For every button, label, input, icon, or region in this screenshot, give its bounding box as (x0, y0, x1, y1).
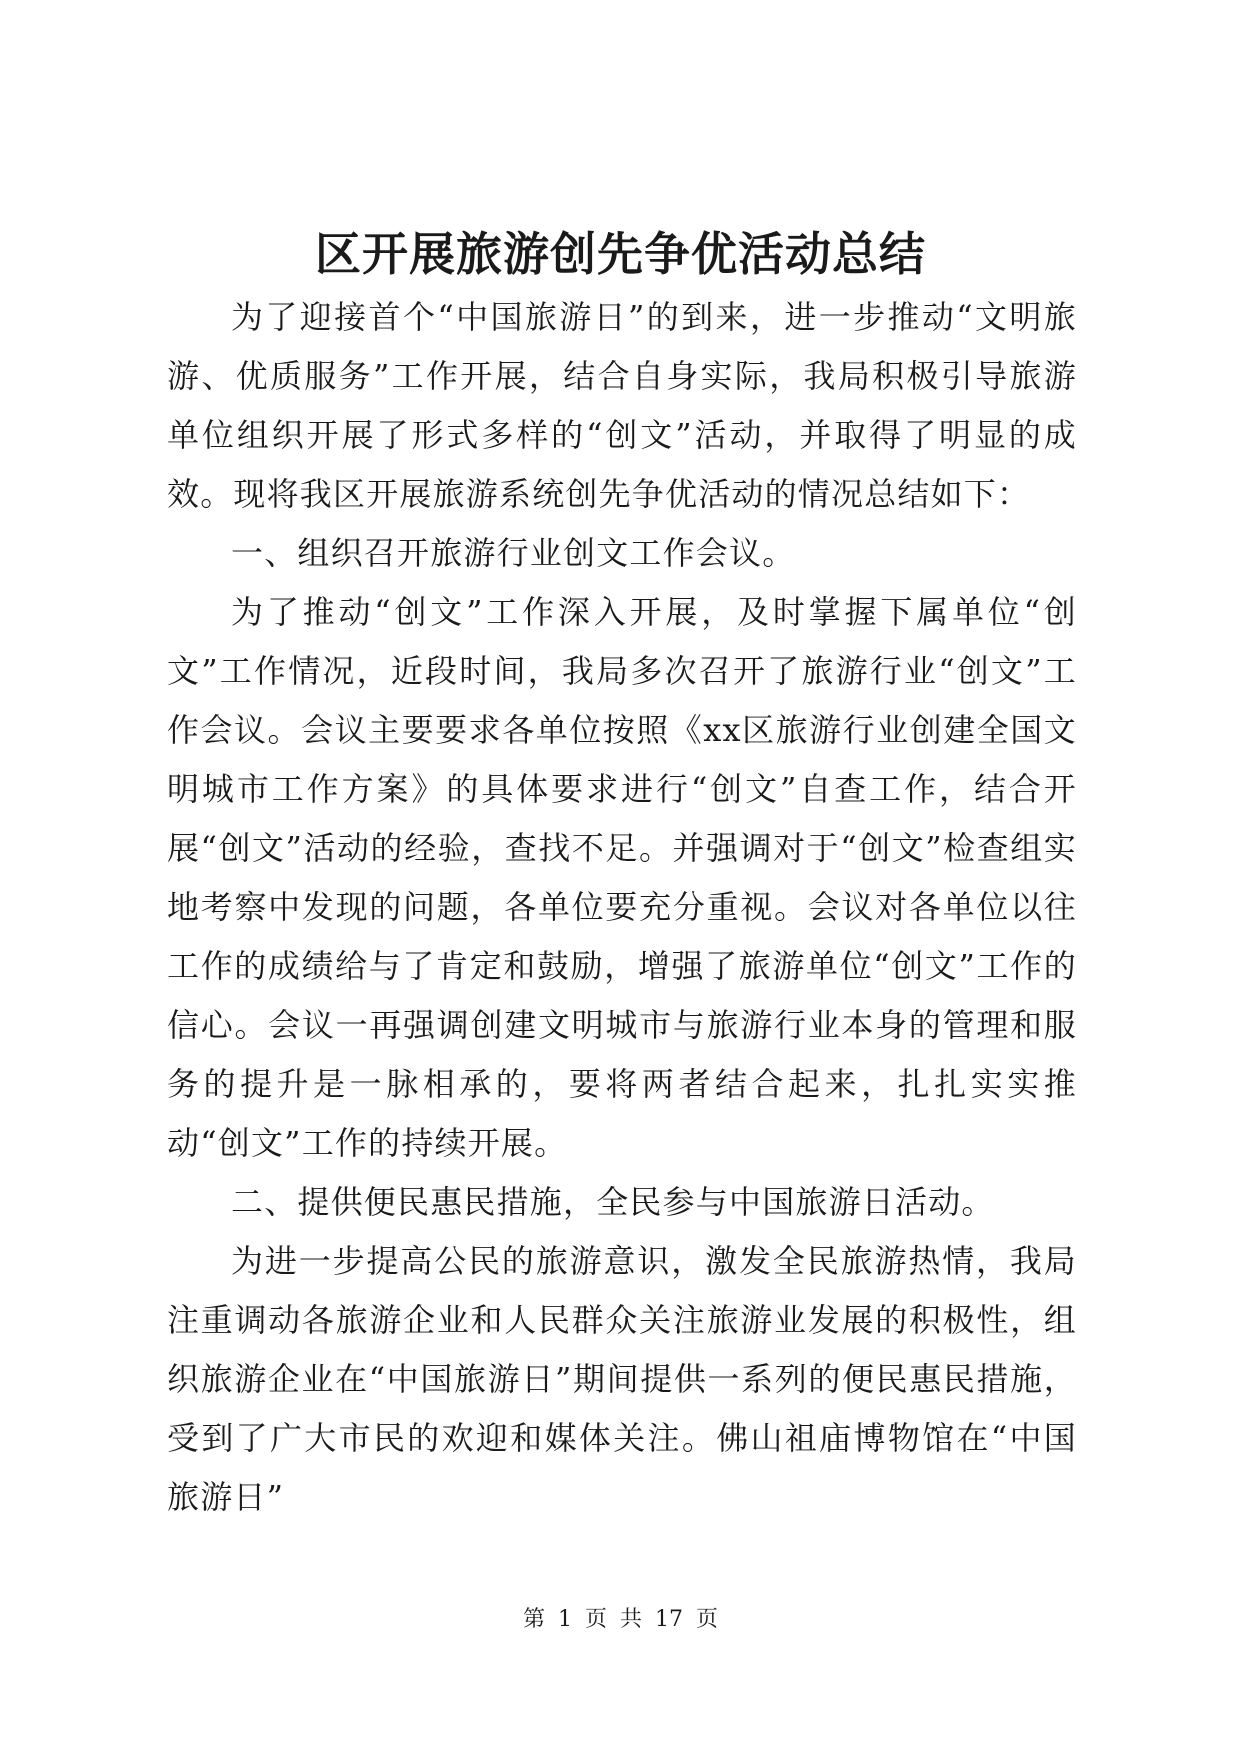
paragraph-intro: 为了迎接首个“中国旅游日”的到来，进一步推动“文明旅游、优质服务”工作开展，结合自身实际，我局积极引导旅游单位组织开展了形式多样的“创文”活动，并取得了明显的成效。现将我区开展旅游系统创先争优活动的情况总结如下： (167, 298, 1077, 513)
section-heading-2: 二、提供便民惠民措施，全民参与中国旅游日活动。 (231, 1183, 995, 1221)
paragraph-section-1: 为了推动“创文”工作深入开展，及时掌握下属单位“创文”工作情况，近段时间，我局多次召开了旅游行业“创文”工作会议。会议主要要求各单位按照《xx区旅游行业创建全国文明城市工作方案》的具体要求进行“创文”自查工作，结合开展“创文”活动的经验，查找不足。并强调对于“创文”检查组实地考察中发现的问题，各单位要充分重视。会议对各单位以往工作的成绩给与了肯定和鼓励，增强了旅游单位“创文”工作的信心。会议一再强调创建文明城市与旅游行业本身的管理和服务的提升是一脉相承的，要将两者结合起来，扎扎实实推动“创文”工作的持续开展。 (167, 593, 1077, 1162)
document-title: 区开展旅游创先争优活动总结 (315, 227, 926, 281)
page-number-footer: 第 1 页 共 17 页 (523, 1607, 718, 1632)
paragraph-section-2: 为进一步提高公民的旅游意识，激发全民旅游热情，我局注重调动各旅游企业和人民群众关注旅游业发展的积极性，组织旅游企业在“中国旅游日”期间提供一系列的便民惠民措施，受到了广大市民的欢迎和媒体关注。佛山祖庙博物馆在“中国旅游日” (167, 1242, 1077, 1516)
document-body (167, 288, 1077, 1527)
section-heading-1: 一、组织召开旅游行业创文工作会议。 (231, 534, 796, 572)
